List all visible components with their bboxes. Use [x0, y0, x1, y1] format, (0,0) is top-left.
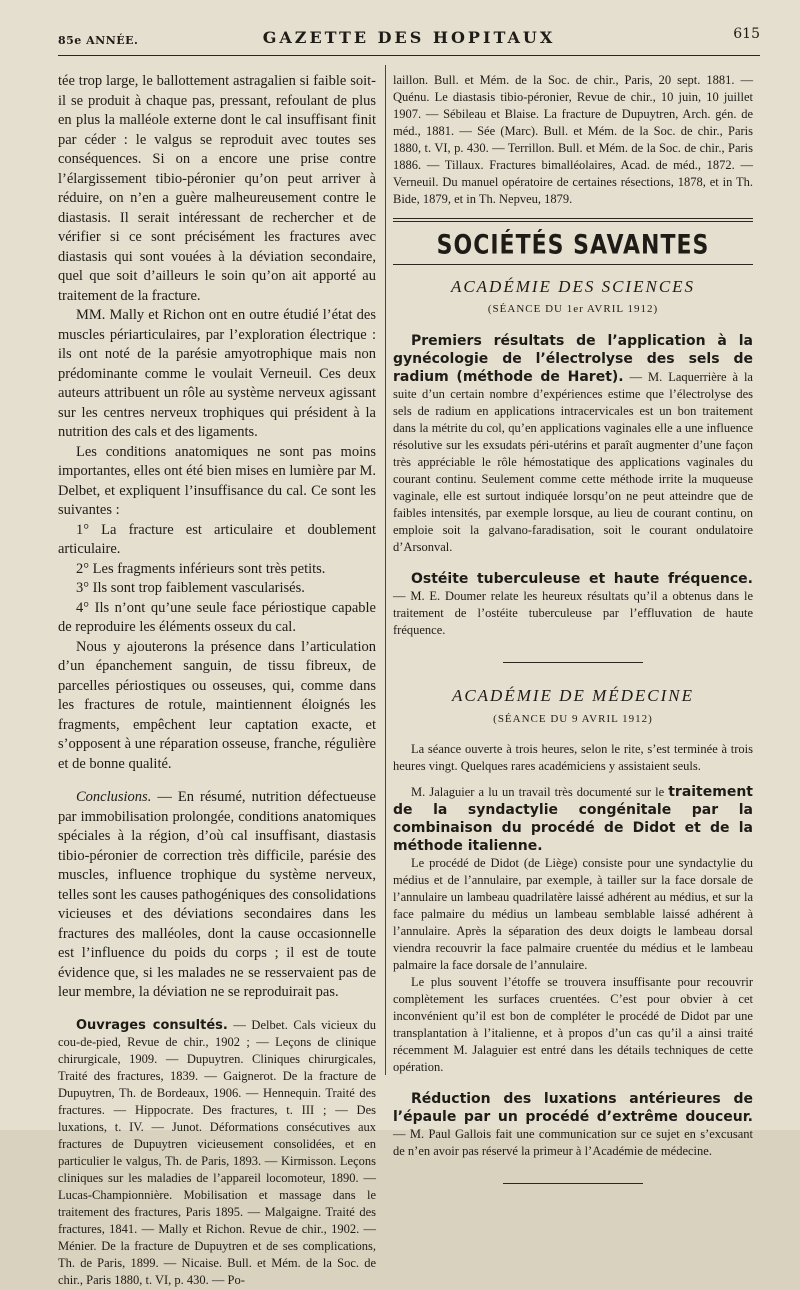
session-date: (SÉANCE DU 1er AVRIL 1912) [487, 303, 659, 315]
conclusions-label: Conclusions. [76, 789, 152, 805]
list-item: 4° Ils n’ont qu’une seule face périostique capable de reproduire les éléments osseux du cal. [58, 599, 376, 635]
header-rule [58, 55, 760, 56]
academy-heading: ACADÉMIE DE MÉDECINE [451, 686, 695, 705]
academy-heading: ACADÉMIE DES SCIENCES [450, 276, 696, 296]
article [393, 1090, 753, 1160]
paragraph: La séance ouverte à trois heures, selon le rite, s’est terminée à trois heures vingt. Quelques rares académiciens y assistaient seuls. [393, 742, 753, 773]
section-title: SOCIÉTÉS SAVANTES [436, 230, 710, 261]
article [393, 570, 753, 639]
paragraph: MM. Mally et Richon ont en outre étudié l’état des muscles périarticulaires, par l’exploration électrique : ils ont noté de la parésie amyotrophique mais non prédominante comme le voulait Verneuil. Ces deux auteurs attribuent un rôle au système nerveux agissant sur les centres nerveux trophiques qui président à la nutrition des cals et des ligaments. [58, 307, 376, 440]
article-text: — M. Laquerrière à la suite d’un certain nombre d’expériences estime que l’électrolyse des sels de radium en applications intracervicales est un bon traitement dans la métrite du col, qu’en applications vaginales elle a une influence résolutive sur les exsudats péri-utérins et paraît augmenter d’une façon très appréciable le rôle hémostatique des applications vaginales du courant continu. Seulement comme cette méthode irrite la muqueuse vaginale, elle est surtout indiquée lorsqu’on ne peut atteindre que de faibles intensités, par exemple lorsque, au lieu de courant continu, on emploie soit la galvano-faradisation, soit le courant ondulatoire d’Arsonval. [393, 369, 753, 554]
left-column [58, 72, 376, 1289]
paragraph: Le plus souvent l’étoffe se trouvera insuffisante pour recouvrir complètement les surfaces cruentées. C’est pour obvier à cet inconvénient qu’il est bon de compléter le procédé de Didot par une transplantation à l’italienne, et à propos d’un cas qu’il a ainsi traité récemment M. Jalaguier est entré dans les détails techniques de cette opération. [393, 975, 753, 1074]
list-item: 2° Les fragments inférieurs sont très petits. [76, 560, 326, 577]
article-title: traitement de la syndactylie congénitale par la combinaison du procédé de Didot et de la méthode italienne. [393, 784, 753, 854]
right-column [393, 72, 753, 1208]
references-text: — Delbet. Cals vicieux du cou-de-pied, Revue de chir., 1902 ; — Leçons de clinique chirurgicale, 1909. — Dupuytren. Cliniques chirurgicales, Traité des fractures, 1839. — Gaignerot. De la fracture de Dupuytren, Th. de Bordeaux, 1906. — Hennequin. Traité des fractures. — Hippocrate. Des fractures, t. III ; — Des luxations, t. IV. — Junot. Déformations consécutives aux fractures de Dupuytren vicieusement consolidées, et en particulier le valgus, Th. de Paris, 1893. — Kirmisson. Leçons cliniques sur les maladies de l’appareil locomoteur, 1890. — Lucas-Championnière. Mobilisation et massage dans le traitement des fractures, Paris 1895. — Malgaigne. Traité des fractures, 1841. — Mally et Richon. Revue de chir., 1902. — Ménier. De la fracture de Dupuytren et de ses complications, Th. de Paris, 1899. — Nicaise. Bull. et Mém. de la Soc. de chir., Paris 1880, t. VI, p. 430. — Po- [58, 1017, 376, 1287]
list-item: 3° Ils sont trop faiblement vascularisés. [76, 580, 305, 596]
paragraph: Le procédé de Didot (de Liège) consiste pour une syndactylie du médius et de l’annulaire, par exemple, à tailler sur la face dorsale de l’annulaire un lambeau quadrilatère laissé adhérent au médius, et sur la face palmaire du médius un lambeau semblable laissé adhérent à l’annulaire. Après la séparation des deux doigts le lambeau dorsal viendra recouvrir la face palmaire cruentée du médius et le lambeau palmaire la face dorsale de l’annulaire. [393, 856, 753, 972]
article-title: Ostéite tuberculeuse et haute fréquence. [411, 570, 753, 587]
references-heading: Ouvrages consultés. [76, 1017, 228, 1033]
page-number: 615 [733, 26, 760, 42]
article-text: — M. E. Doumer relate les heureux résultats qu’il a obtenus dans le traitement de l’ostéite tuberculeuse par l’effluvation de haute fréquence. [393, 588, 753, 637]
column-divider [385, 65, 386, 1075]
session-date: (SÉANCE DU 9 AVRIL 1912) [493, 712, 653, 725]
article [393, 783, 753, 855]
conclusions-text: — En résumé, nutrition défectueuse par immobilisation prolongée, conditions anatomiques spéciales à la région, d’où cal insuffisant, diastasis tibio-péronier de correction très difficile, parésie des muscles, influence trophique du système nerveux, telles sont les causes pathogéniques des consolidations vicieuses et des déviations secondaires dans les fractures des malléoles, dont la cause occasionnelle est l’influence du poids du corps ; il est de toute évidence que, si les malades ne se resservaient pas de leur membre, la déviation ne se reproduirait pas. [58, 789, 376, 1000]
section-rule [393, 264, 753, 265]
article-title: Réduction des luxations antérieures de l’épaule par un procédé d’extrême douceur. [393, 1091, 753, 1125]
article-title: Premiers résultats de l’application à la gynécologie de l’électrolyse des sels de radium (méthode de Haret). [393, 332, 753, 385]
article [393, 332, 753, 556]
references-continued: laillon. Bull. et Mém. de la Soc. de chir., Paris, 20 sept. 1881. — Quénu. Le diastasis tibio-péronier, Revue de chir., 10 juin, 10 juillet 1907. — Sébileau et Blaise. La fracture de Dupuytren, Arch. gén. de méd., 1881. — Sée (Marc). Bull. et Mém. de la Soc. de chir., Paris 1880, t. VI, p. 430. — Terrillon. Bull. et Mém. de la Soc. de chir., Paris 1886. — Tillaux. Fractures bimalléolaires, Acad. de méd., 1872. — Verneuil. Du manuel opératoire de certaines résections, 1878, et in Th. Bide, 1879, et in Th. Nepveu, 1879. [393, 73, 753, 206]
paragraph: tée trop large, le ballottement astragalien si faible soit-il se produit à chaque pas, pressant, refoulant de plus en plus la malléole externe dont le cal insuffisant finit par céder : le valgus se reproduit avec toutes ses conséquences. Si on a encore une prise contre l’élargissement tibio-péronier qu’on peut arriver à réduire, on n’en a guère malheureusement contre le diastasis. Il serait intéressant de rechercher et de vérifier si ce sont précisément les fractures avec diastasis qui sont vouées à la déviation secondaire, quel que soit d’ailleurs le soin qu’on ait apporté au traitement de la fracture. [58, 73, 376, 304]
page-header [58, 22, 760, 52]
paragraph: Les conditions anatomiques ne sont pas moins importantes, elles ont été bien mises en lumière par M. Delbet, et expliquent l’insuffisance du cal. Ce sont les suivantes : [58, 443, 376, 518]
article-text: — M. Paul Gallois fait une communication sur ce sujet en s’excusant de n’en avoir pas réservé la primeur à l’Académie de médecine. [393, 1127, 753, 1158]
volume-year: 85e ANNÉE. [58, 34, 139, 47]
journal-title: GAZETTE DES HOPITAUX [262, 28, 556, 47]
paragraph: Nous y ajouterons la présence dans l’articulation d’un épanchement sanguin, de tissu fibreux, de parcelles périostiques ou osseuses, qui, comme dans les fractures de rotule, maintiennent éloignés les fragments, empêchent leur captation exacte, et s’opposent à une réparation osseuse, franche, régulière et de bonne qualité. [58, 638, 376, 772]
references [58, 1017, 376, 1289]
list-item: 1° La fracture est articulaire et doublement articulaire. [58, 521, 376, 557]
ornament-divider [393, 653, 753, 673]
article-intro: M. Jalaguier a lu un travail très documenté sur le [411, 785, 669, 799]
ornament-divider [393, 1174, 753, 1194]
conclusions-paragraph [58, 788, 376, 1003]
double-rule [393, 218, 753, 222]
